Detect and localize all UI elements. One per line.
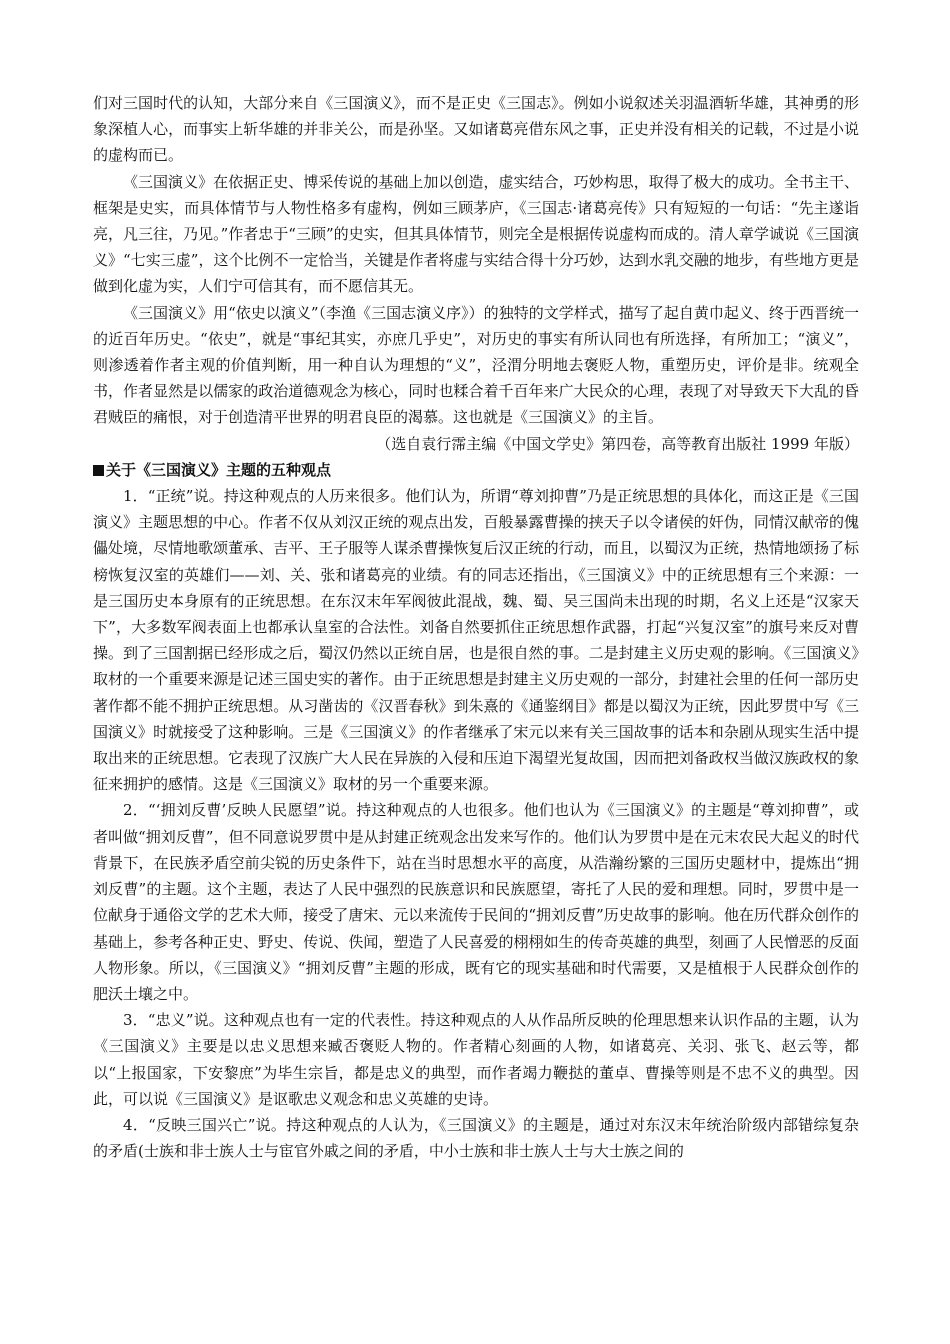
section-heading-text: 关于《三国演义》主题的五种观点 (106, 460, 332, 479)
article-paragraph-1: 们对三国时代的认知，大部分来自《三国演义》，而不是正史《三国志》。例如小说叙述关羽温酒斩华雄，其神勇的形象深植人心，而事实上斩华雄的并非关公，而是孙坚。又如诸葛亮借东风之事，正史并没有相关的记载，不过是小说的虚构而已。 (93, 94, 859, 165)
black-square-bullet-icon (93, 465, 104, 476)
viewpoint-1-paragraph: 1．“正统”说。持这种观点的人历来很多。他们认为，所谓“尊刘抑曹”乃是正统思想的具体化，而这正是《三国演义》主题思想的中心。作者不仅从刘汉正统的观点出发，百般暴露曹操的挟天子以令诸侯的奸伪，同情汉献帝的傀儡处境，尽情地歌颂董承、吉平、王子服等人谋杀曹操恢复后汉正统的行动，而且，以蜀汉为正统，热情地颂扬了标榜恢复汉室的英雄们——刘、关、张和诸葛亮的业绩。有的同志还指出，《三国演义》中的正统思想有三个来源：一是三国历史本身原有的正统思想。在东汉末年军阀彼此混战，魏、蜀、吴三国尚未出现的时期，名义上还是“汉家天下”，大多数军阀表面上也都承认皇室的合法性。刘备自然要抓住正统思想作武器，打起“兴复汉室”的旗号来反对曹操。到了三国割据已经形成之后，蜀汉仍然以正统自居，也是很自然的事。二是封建主义历史观的影响。《三国演义》取材的一个重要来源是记述三国史实的著作。由于正统思想是封建主义历史观的一部分，封建社会里的任何一部历史著作都不能不拥护正统思想。从习凿齿的《汉晋春秋》到朱熹的《通鉴纲目》都是以蜀汉为正统，因此罗贯中写《三国演义》时就接受了这种影响。三是《三国演义》的作者继承了宋元以来有关三国故事的话本和杂剧从现实生活中提取出来的正统思想。它表现了汉族广大人民在异族的入侵和压迫下渴望光复故国，因而把刘备政权当做汉族政权的象征来拥护的感情。这是《三国演义》取材的另一个重要来源。 (93, 487, 859, 794)
viewpoint-3-paragraph: 3．“忠义”说。这种观点也有一定的代表性。持这种观点的人从作品所反映的伦理思想来认识作品的主题，认为《三国演义》主要是以忠义思想来臧否褒贬人物的。作者精心刻画的人物，如诸葛亮、关羽、张飞、赵云等，都以“上报国家，下安黎庶”为毕生宗旨，都是忠义的典型，而作者竭力鞭挞的董卓、曹操等则是不忠不义的典型。因此，可以说《三国演义》是讴歌忠义观念和忠义英雄的史诗。 (93, 1011, 859, 1108)
section-heading (93, 457, 859, 483)
article-paragraph-2: 《三国演义》在依据正史、博采传说的基础上加以创造，虚实结合，巧妙构思，取得了极大的成功。全书主干、框架是史实，而具体情节与人物性格多有虚构，例如三顾茅庐，《三国志·诸葛亮传》只有短短的一句话：“先主遂诣亮，凡三往，乃见。”作者忠于“三顾”的史实，但其具体情节，则完全是根据传说虚构而成的。清人章学诚说《三国演义》“七实三虚”，这个比例不一定恰当，关键是作者将虚与实结合得十分巧妙，达到水乳交融的地步，有些地方更是做到化虚为实，人们宁可信其有，而不愿信其无。 (93, 172, 859, 296)
viewpoint-4-paragraph: 4．“反映三国兴亡”说。持这种观点的人认为，《三国演义》的主题是，通过对东汉末年统治阶级内部错综复杂的矛盾(士族和非士族人士与宦官外戚之间的矛盾，中小士族和非士族人士与大士族之间的 (93, 1115, 859, 1161)
source-citation: （选自袁行霈主编《中国文学史》第四卷，高等教育出版社 1999 年版） (376, 434, 859, 453)
article-paragraph-3: 《三国演义》用“依史以演义”（李渔《三国志演义序》）的独特的文学样式，描写了起自黄巾起义、终于西晋统一的近百年历史。“依史”，就是“事纪其实，亦庶几乎史”，对历史的事实有所认同也有所选择，有所加工；“演义”，则渗透着作者主观的价值判断，用一种自认为理想的“义”，泾渭分明地去褒贬人物，重塑历史，评价是非。统观全书，作者显然是以儒家的政治道德观念为核心，同时也糅合着千百年来广大民众的心理，表现了对导致天下大乱的昏君贼臣的痛恨，对于创造清平世界的明君良臣的渴慕。这也就是《三国演义》的主旨。 (93, 303, 859, 427)
viewpoint-2-paragraph: 2．“‘拥刘反曹’反映人民愿望”说。持这种观点的人也很多。他们也认为《三国演义》的主题是“尊刘抑曹”，或者叫做“拥刘反曹”，但不同意说罗贯中是从封建正统观念出发来写作的。他们认为罗贯中是在元末农民大起义的时代背景下，在民族矛盾空前尖锐的历史条件下，站在当时思想水平的高度，从浩瀚纷繁的三国历史题材中，提炼出“拥刘反曹”的主题。这个主题，表达了人民中强烈的民族意识和民族愿望，寄托了人民的爱和理想。同时，罗贯中是一位献身于通俗文学的艺术大师，接受了唐宋、元以来流传于民间的“拥刘反曹”历史故事的影响。他在历代群众创作的基础上，参考各种正史、野史、传说、佚闻，塑造了人民喜爱的栩栩如生的传奇英雄的典型，刻画了人民憎恶的反面人物形象。所以，《三国演义》“拥刘反曹”主题的形成，既有它的现实基础和时代需要，又是植根于人民群众创作的肥沃土壤之中。 (93, 801, 859, 1003)
document-page (93, 90, 859, 1164)
